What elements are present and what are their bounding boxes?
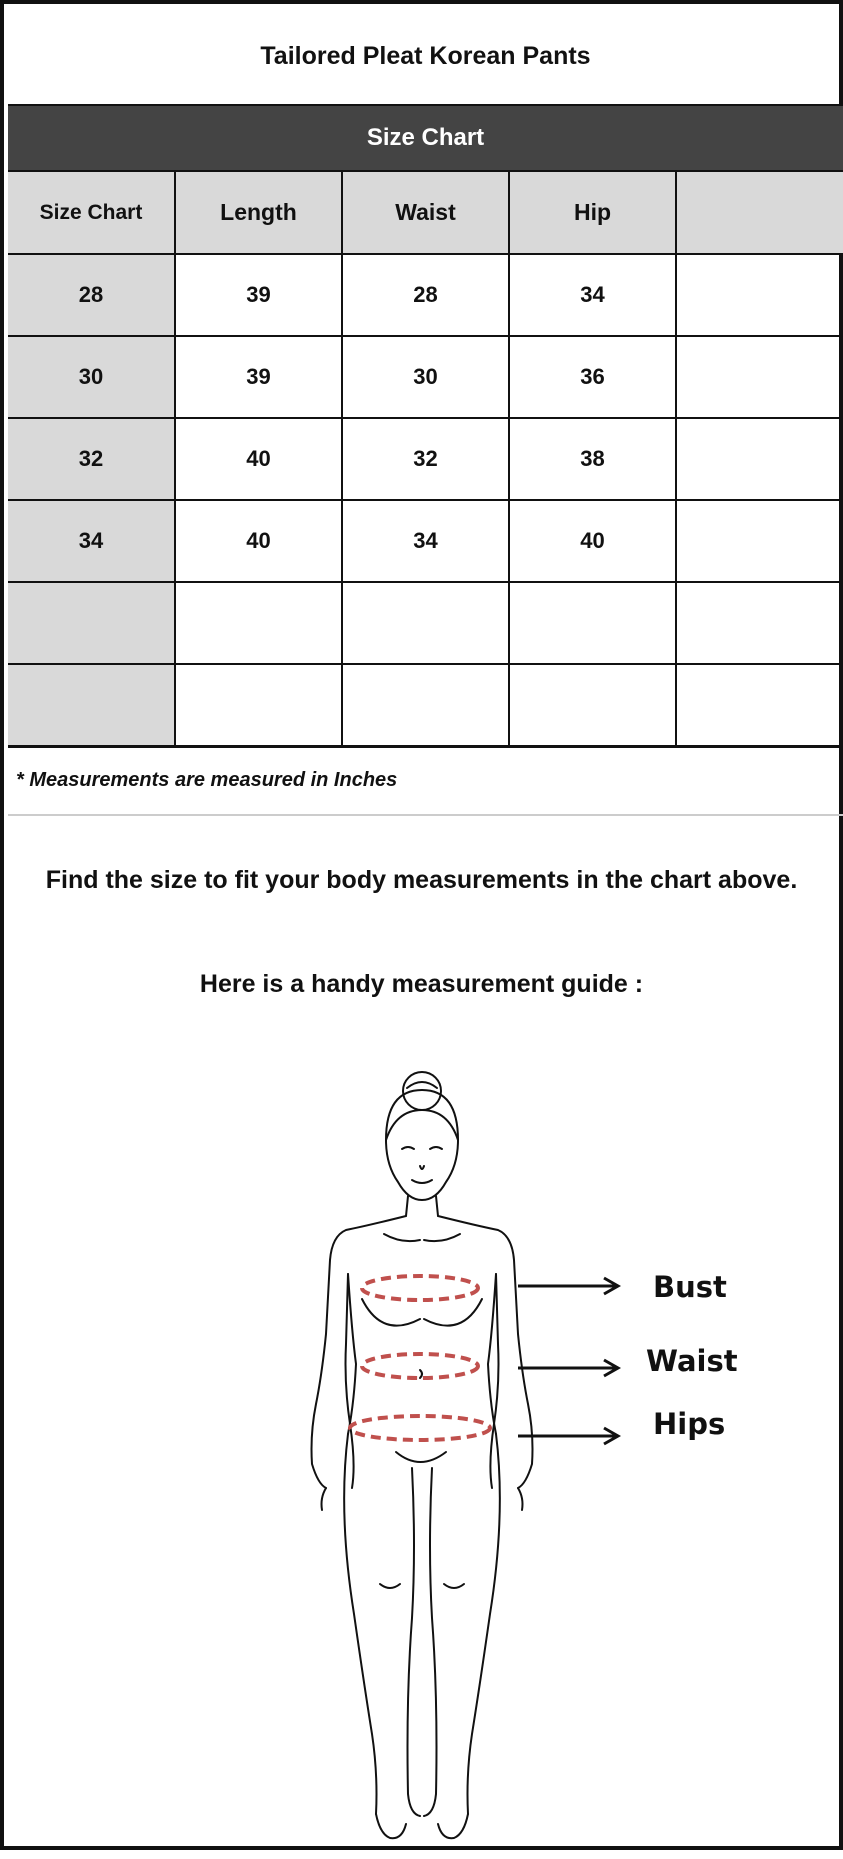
length-cell (175, 664, 342, 746)
body-outline-illustration (4, 1044, 843, 1854)
size-cell (8, 664, 175, 746)
waist-arrow-icon (518, 1360, 618, 1376)
size-cell: 32 (8, 418, 175, 500)
hips-measure-ring (350, 1416, 490, 1440)
size-cell: 30 (8, 336, 175, 418)
waist-label: Waist (646, 1344, 738, 1378)
fit-instruction: Find the size to fit your body measurements in the chart above. (45, 866, 798, 894)
waist-cell: 30 (342, 336, 509, 418)
extra-cell (676, 500, 843, 582)
size-cell (8, 582, 175, 664)
size-chart-heading: Size Chart (8, 106, 843, 172)
hips-label: Hips (653, 1407, 726, 1441)
hip-cell (509, 664, 676, 746)
size-table (8, 172, 843, 748)
waist-cell: 28 (342, 254, 509, 336)
hip-cell: 36 (509, 336, 676, 418)
bust-arrow-icon (518, 1278, 618, 1294)
table-row (8, 500, 843, 582)
waist-cell: 32 (342, 418, 509, 500)
length-cell: 40 (175, 500, 342, 582)
extra-cell (676, 254, 843, 336)
waist-measure-ring (362, 1354, 478, 1378)
table-row (8, 254, 843, 336)
measure-arrows (518, 1278, 618, 1444)
bust-label: Bust (653, 1270, 727, 1304)
table-row (8, 664, 843, 746)
measurement-unit-note: * Measurements are measured in Inches (8, 746, 843, 816)
hip-cell: 34 (509, 254, 676, 336)
extra-cell (676, 336, 843, 418)
header-extra (676, 172, 843, 254)
table-header-row (8, 172, 843, 254)
product-title: Tailored Pleat Korean Pants (8, 8, 843, 106)
length-cell (175, 582, 342, 664)
bust-measure-ring (362, 1276, 478, 1300)
extra-cell (676, 418, 843, 500)
female-body-outline (312, 1072, 533, 1838)
table-row (8, 582, 843, 664)
table-row (8, 336, 843, 418)
measurement-guide-figure (4, 1044, 843, 1854)
size-cell: 34 (8, 500, 175, 582)
length-cell: 39 (175, 254, 342, 336)
length-cell: 40 (175, 418, 342, 500)
header-size: Size Chart (8, 172, 175, 254)
header-hip: Hip (509, 172, 676, 254)
hip-cell: 40 (509, 500, 676, 582)
length-cell: 39 (175, 336, 342, 418)
hip-cell (509, 582, 676, 664)
header-waist: Waist (342, 172, 509, 254)
waist-cell: 34 (342, 500, 509, 582)
header-length: Length (175, 172, 342, 254)
measurement-guide-title: Here is a handy measurement guide : (199, 970, 644, 998)
extra-cell (676, 664, 843, 746)
size-cell: 28 (8, 254, 175, 336)
extra-cell (676, 582, 843, 664)
waist-cell (342, 664, 509, 746)
hip-cell: 38 (509, 418, 676, 500)
table-row (8, 418, 843, 500)
waist-cell (342, 582, 509, 664)
